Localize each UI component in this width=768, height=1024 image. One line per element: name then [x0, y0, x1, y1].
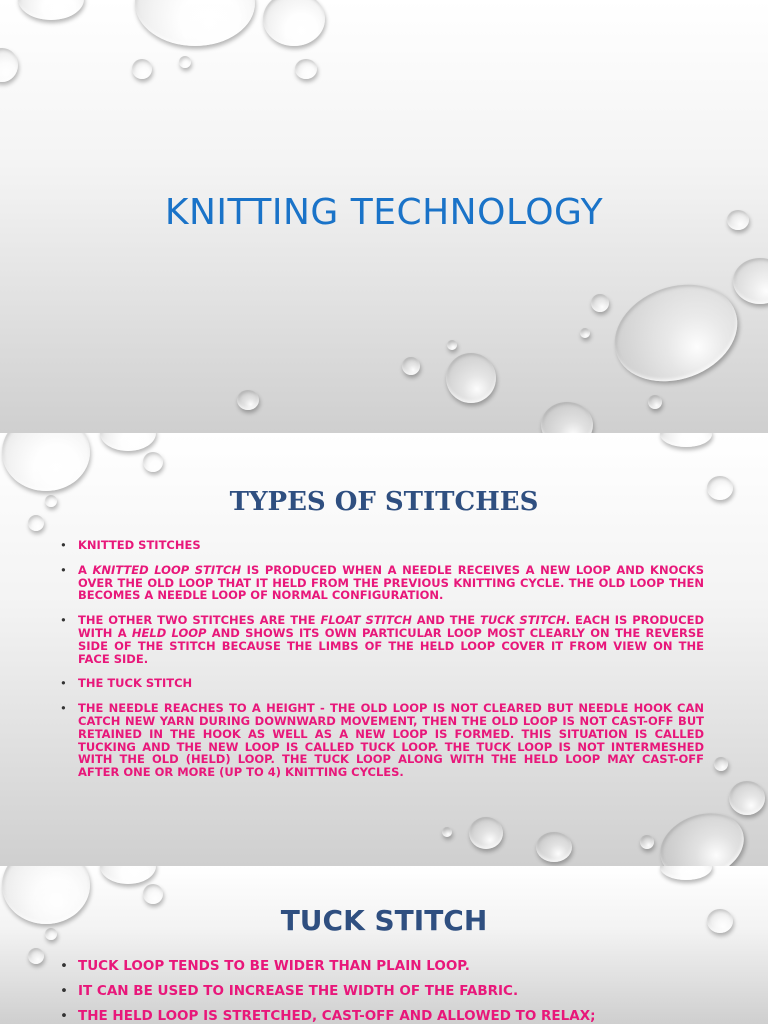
water-drop	[541, 402, 593, 433]
slide-tuck-stitch	[0, 866, 768, 1024]
water-drop	[733, 258, 768, 304]
bullet-icon: •	[60, 562, 67, 577]
bullet-icon: •	[60, 983, 68, 999]
bullet-icon: •	[60, 701, 67, 716]
list-item: • THE NEEDLE REACHES TO A HEIGHT - THE OLD LOOP IS NOT CLEARED BUT NEEDLE HOOK CAN CATCH NEW YARN DURING DOWNWARD MOVEMENT, THEN THE OLD LOOP IS NOT CAST-OFF BUT RETAINED IN THE HOOK AS WELL AS A NEW LOOP IS FORMED. THIS SITUATION IS CALLED TUCKING AND THE NEW LOOP IS CALLED TUCK LOOP. THE TUCK LOOP IS NOT INTERMESHED WITH THE OLD (HELD) LOOP. THE TUCK LOOP ALONG WITH THE HELD LOOP MAY CAST-OFF AFTER ONE OR MORE (UP TO 4) KNITTING CYCLES.	[60, 701, 704, 780]
water-drop	[714, 757, 728, 771]
slide-title	[0, 0, 768, 433]
water-drop	[591, 294, 609, 312]
water-drop	[402, 357, 420, 375]
slide-heading: TYPES OF STITCHES	[229, 487, 539, 517]
water-drop	[132, 59, 152, 79]
list-item: • TUCK LOOP TENDS TO BE WIDER THAN PLAIN LOOP.	[60, 958, 470, 974]
list-item: • KNITTED STITCHES	[60, 538, 201, 552]
water-drop	[660, 866, 712, 880]
water-drop	[601, 268, 751, 398]
water-drop	[469, 817, 503, 849]
water-drop	[143, 452, 163, 472]
water-drop	[0, 48, 18, 82]
slide-heading: TUCK STITCH	[280, 904, 488, 937]
bullet-icon: •	[60, 538, 67, 552]
water-drop	[446, 353, 496, 403]
bullet-icon: •	[60, 958, 68, 974]
water-drop	[2, 433, 90, 491]
stitch-types-list	[60, 539, 704, 791]
list-item: • THE HELD LOOP IS STRETCHED, CAST-OFF AND ALLOWED TO RELAX;	[60, 1008, 596, 1024]
list-item: • IT CAN BE USED TO INCREASE THE WIDTH OF THE FABRIC.	[60, 983, 519, 999]
water-drop	[28, 515, 44, 531]
bullet-icon: •	[60, 1008, 68, 1024]
bullet-icon: •	[60, 613, 67, 628]
water-drop	[648, 395, 662, 409]
bullet-icon: •	[60, 676, 67, 691]
slide-title-text: KNITTING TECHNOLOGY	[164, 192, 604, 233]
water-drop	[536, 832, 572, 862]
water-drop	[447, 340, 457, 350]
water-drop	[135, 0, 255, 46]
water-drop	[143, 884, 163, 904]
list-item: • THE TUCK STITCH	[60, 676, 193, 691]
list-item: • A KNITTED LOOP STITCH IS PRODUCED WHEN A NEEDLE RECEIVES A NEW LOOP AND KNOCKS OVER THE OLD LOOP THAT IT HELD FROM THE PREVIOUS KNITTING CYCLE. THE OLD LOOP THEN BECOMES A NEEDLE LOOP OF NORMAL CONFIGURATION.	[60, 562, 705, 603]
water-drop	[295, 59, 317, 79]
water-drop	[263, 0, 325, 46]
water-drop	[18, 0, 84, 20]
water-drop	[729, 781, 765, 815]
water-drop	[640, 835, 654, 849]
water-drop	[28, 948, 44, 964]
water-drop	[100, 866, 156, 884]
slide-types-of-stitches	[0, 433, 768, 866]
water-drop	[660, 433, 712, 447]
water-drop	[179, 56, 191, 68]
water-drop	[237, 390, 259, 410]
water-drop	[442, 827, 452, 837]
water-drop	[580, 328, 590, 338]
water-drop	[100, 433, 156, 451]
list-item: • THE OTHER TWO STITCHES ARE THE FLOAT STITCH AND THE TUCK STITCH. EACH IS PRODUCED WITH A HELD LOOP AND SHOWS ITS OWN PARTICULAR LOOP MOST CLEARLY ON THE REVERSE SIDE OF THE STITCH BECAUSE THE LIMBS OF THE HELD LOOP COVER IT FROM VIEW ON THE FACE SIDE.	[60, 613, 705, 666]
tuck-stitch-list	[60, 958, 740, 1024]
